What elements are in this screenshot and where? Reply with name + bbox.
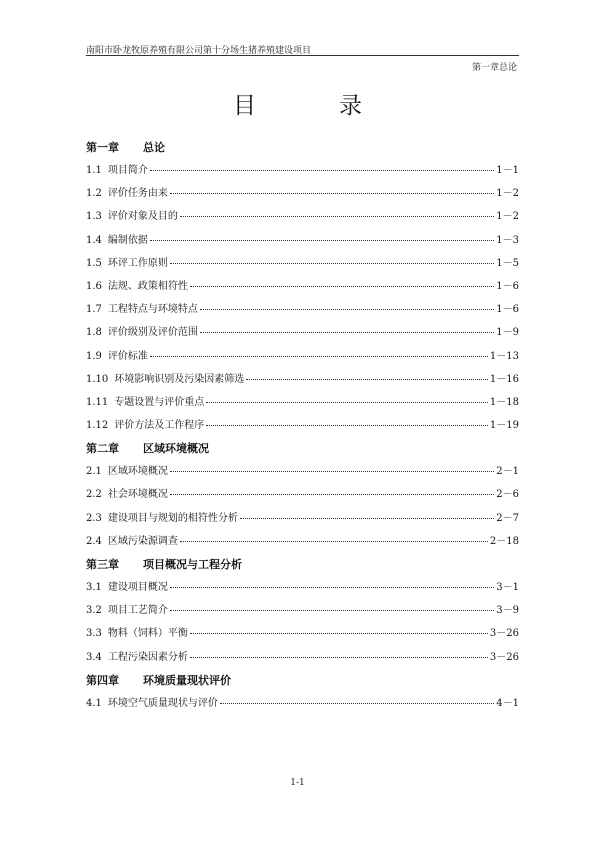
entry-page-reference: 1－3 bbox=[496, 234, 519, 246]
entry-page-reference: 1－5 bbox=[496, 257, 519, 269]
dot-leader bbox=[180, 208, 494, 217]
header-section-name: 第一章总论 bbox=[471, 63, 517, 73]
entry-page-reference: 2－6 bbox=[496, 489, 519, 501]
entry-number: 2.1 bbox=[86, 466, 102, 478]
entry-number: 3.1 bbox=[86, 582, 102, 593]
toc-entry[interactable] bbox=[86, 275, 519, 298]
entry-number: 1.6 bbox=[86, 280, 102, 292]
chapter-title: 总论 bbox=[143, 141, 165, 154]
entry-title: 评价标准 bbox=[107, 350, 148, 362]
entry-number: 2.4 bbox=[86, 535, 102, 547]
entry-title: 环境空气质量现状与评价 bbox=[107, 697, 218, 709]
entry-number: 1.10 bbox=[86, 373, 109, 385]
dot-leader bbox=[150, 348, 488, 357]
entry-page-reference: 3－26 bbox=[489, 628, 519, 640]
entry-page-reference: 1－16 bbox=[489, 373, 519, 385]
entry-page-reference: 1－19 bbox=[489, 420, 519, 432]
entry-page-reference: 4－1 bbox=[496, 697, 519, 709]
entry-number: 1.5 bbox=[86, 257, 102, 269]
toc-entry[interactable] bbox=[86, 576, 519, 599]
toc-entry[interactable] bbox=[86, 368, 519, 391]
toc-entry[interactable] bbox=[86, 345, 519, 368]
dot-leader bbox=[240, 510, 494, 519]
entry-page-reference: 1－9 bbox=[496, 327, 519, 339]
toc-entry[interactable] bbox=[86, 414, 519, 437]
dot-leader bbox=[200, 301, 494, 310]
toc-entry[interactable] bbox=[86, 460, 519, 483]
chapter-title: 环境质量现状评价 bbox=[143, 673, 231, 687]
dot-leader bbox=[190, 278, 494, 287]
entry-title: 建设项目与规划的相符性分析 bbox=[107, 512, 238, 524]
toc-entry[interactable] bbox=[86, 298, 519, 321]
entry-title: 项目工艺简介 bbox=[107, 605, 168, 617]
toc-entry[interactable] bbox=[86, 483, 519, 506]
chapter-number: 第四章 bbox=[86, 673, 119, 687]
dot-leader bbox=[180, 533, 488, 542]
entry-title: 环境影响识别及污染因素筛选 bbox=[114, 373, 245, 385]
dot-leader bbox=[150, 162, 494, 171]
entry-title: 评价级别及评价范围 bbox=[107, 327, 198, 339]
entry-page-reference: 3－26 bbox=[489, 651, 519, 663]
entry-page-reference: 1－18 bbox=[489, 396, 519, 408]
entry-number: 1.3 bbox=[86, 211, 102, 223]
entry-title: 编制依据 bbox=[107, 234, 148, 246]
dot-leader bbox=[170, 579, 494, 588]
entry-title: 法规、政策相符性 bbox=[107, 280, 188, 292]
entry-number: 1.4 bbox=[86, 234, 102, 246]
entry-title: 工程特点与环境特点 bbox=[107, 304, 198, 316]
entry-number: 3.2 bbox=[86, 605, 102, 617]
dot-leader bbox=[200, 324, 494, 333]
dot-leader bbox=[246, 371, 488, 380]
entry-page-reference: 3－1 bbox=[496, 582, 519, 593]
toc-entry[interactable] bbox=[86, 159, 519, 182]
toc-entry[interactable] bbox=[86, 622, 519, 645]
chapter-title: 项目概况与工程分析 bbox=[143, 558, 242, 571]
entry-number: 1.9 bbox=[86, 350, 102, 362]
dot-leader bbox=[206, 394, 488, 403]
entry-title: 区域环境概况 bbox=[107, 466, 168, 478]
entry-page-reference: 1－2 bbox=[496, 211, 519, 223]
dot-leader bbox=[170, 255, 494, 264]
dot-leader bbox=[170, 185, 494, 194]
entry-number: 1.8 bbox=[86, 327, 102, 339]
toc-chapter-heading bbox=[86, 669, 519, 692]
entry-title: 区域污染源调查 bbox=[107, 535, 178, 547]
entry-page-reference: 3－9 bbox=[496, 605, 519, 617]
entry-title: 专题设置与评价重点 bbox=[114, 396, 205, 408]
dot-leader bbox=[150, 232, 494, 241]
toc-entry[interactable] bbox=[86, 391, 519, 414]
header-project-name: 南阳市卧龙牧原养殖有限公司第十分场生猪养殖建设项目 bbox=[86, 46, 312, 56]
entry-number: 1.7 bbox=[86, 304, 102, 316]
entry-page-reference: 1－6 bbox=[496, 304, 519, 316]
dot-leader bbox=[220, 695, 494, 704]
entry-page-reference: 2－7 bbox=[496, 512, 519, 524]
header-divider bbox=[86, 55, 519, 56]
entry-page-reference: 1－2 bbox=[496, 188, 519, 200]
page-number: 1-1 bbox=[290, 778, 305, 788]
entry-title: 工程污染因素分析 bbox=[107, 651, 188, 663]
entry-title: 社会环境概况 bbox=[107, 489, 168, 501]
toc-entry[interactable] bbox=[86, 646, 519, 669]
toc-entry[interactable] bbox=[86, 599, 519, 622]
entry-number: 1.11 bbox=[86, 396, 109, 408]
entry-number: 3.3 bbox=[86, 628, 102, 640]
dot-leader bbox=[170, 602, 494, 611]
entry-page-reference: 1－6 bbox=[496, 280, 519, 292]
entry-page-reference: 1－1 bbox=[496, 165, 519, 176]
toc-chapter-heading bbox=[86, 437, 519, 460]
entry-number: 1.2 bbox=[86, 188, 102, 200]
entry-title: 项目简介 bbox=[107, 165, 148, 176]
entry-title: 建设项目概况 bbox=[107, 582, 168, 593]
entry-page-reference: 2－1 bbox=[496, 466, 519, 478]
toc-entry[interactable] bbox=[86, 182, 519, 205]
entry-page-reference: 1－13 bbox=[489, 350, 519, 362]
toc-entry[interactable] bbox=[86, 692, 519, 715]
entry-number: 1.1 bbox=[86, 165, 102, 176]
toc-chapter-heading bbox=[86, 553, 519, 576]
entry-number: 1.12 bbox=[86, 420, 109, 432]
dot-leader bbox=[190, 625, 488, 634]
entry-title: 评价方法及工作程序 bbox=[114, 420, 205, 432]
entry-number: 3.4 bbox=[86, 651, 102, 663]
chapter-title: 区域环境概况 bbox=[143, 442, 209, 456]
dot-leader bbox=[190, 649, 488, 658]
table-of-contents bbox=[86, 136, 519, 715]
toc-entry[interactable] bbox=[86, 530, 519, 553]
toc-entry[interactable] bbox=[86, 205, 519, 228]
chapter-number: 第一章 bbox=[86, 141, 119, 154]
entry-title: 环评工作原则 bbox=[107, 257, 168, 269]
toc-entry[interactable] bbox=[86, 229, 519, 252]
toc-entry[interactable] bbox=[86, 252, 519, 275]
entry-page-reference: 2－18 bbox=[489, 535, 519, 547]
entry-title: 物料（饲料）平衡 bbox=[107, 628, 188, 640]
toc-entry[interactable] bbox=[86, 321, 519, 344]
entry-title: 评价任务由来 bbox=[107, 188, 168, 200]
chapter-number: 第三章 bbox=[86, 558, 119, 571]
entry-number: 4.1 bbox=[86, 697, 102, 709]
toc-title: 目 录 bbox=[233, 93, 392, 119]
toc-chapter-heading bbox=[86, 136, 519, 159]
dot-leader bbox=[206, 417, 488, 426]
chapter-number: 第二章 bbox=[86, 442, 119, 456]
entry-number: 2.3 bbox=[86, 512, 102, 524]
dot-leader bbox=[170, 486, 494, 495]
dot-leader bbox=[170, 463, 494, 472]
entry-number: 2.2 bbox=[86, 489, 102, 501]
entry-title: 评价对象及目的 bbox=[107, 211, 178, 223]
toc-entry[interactable] bbox=[86, 507, 519, 530]
